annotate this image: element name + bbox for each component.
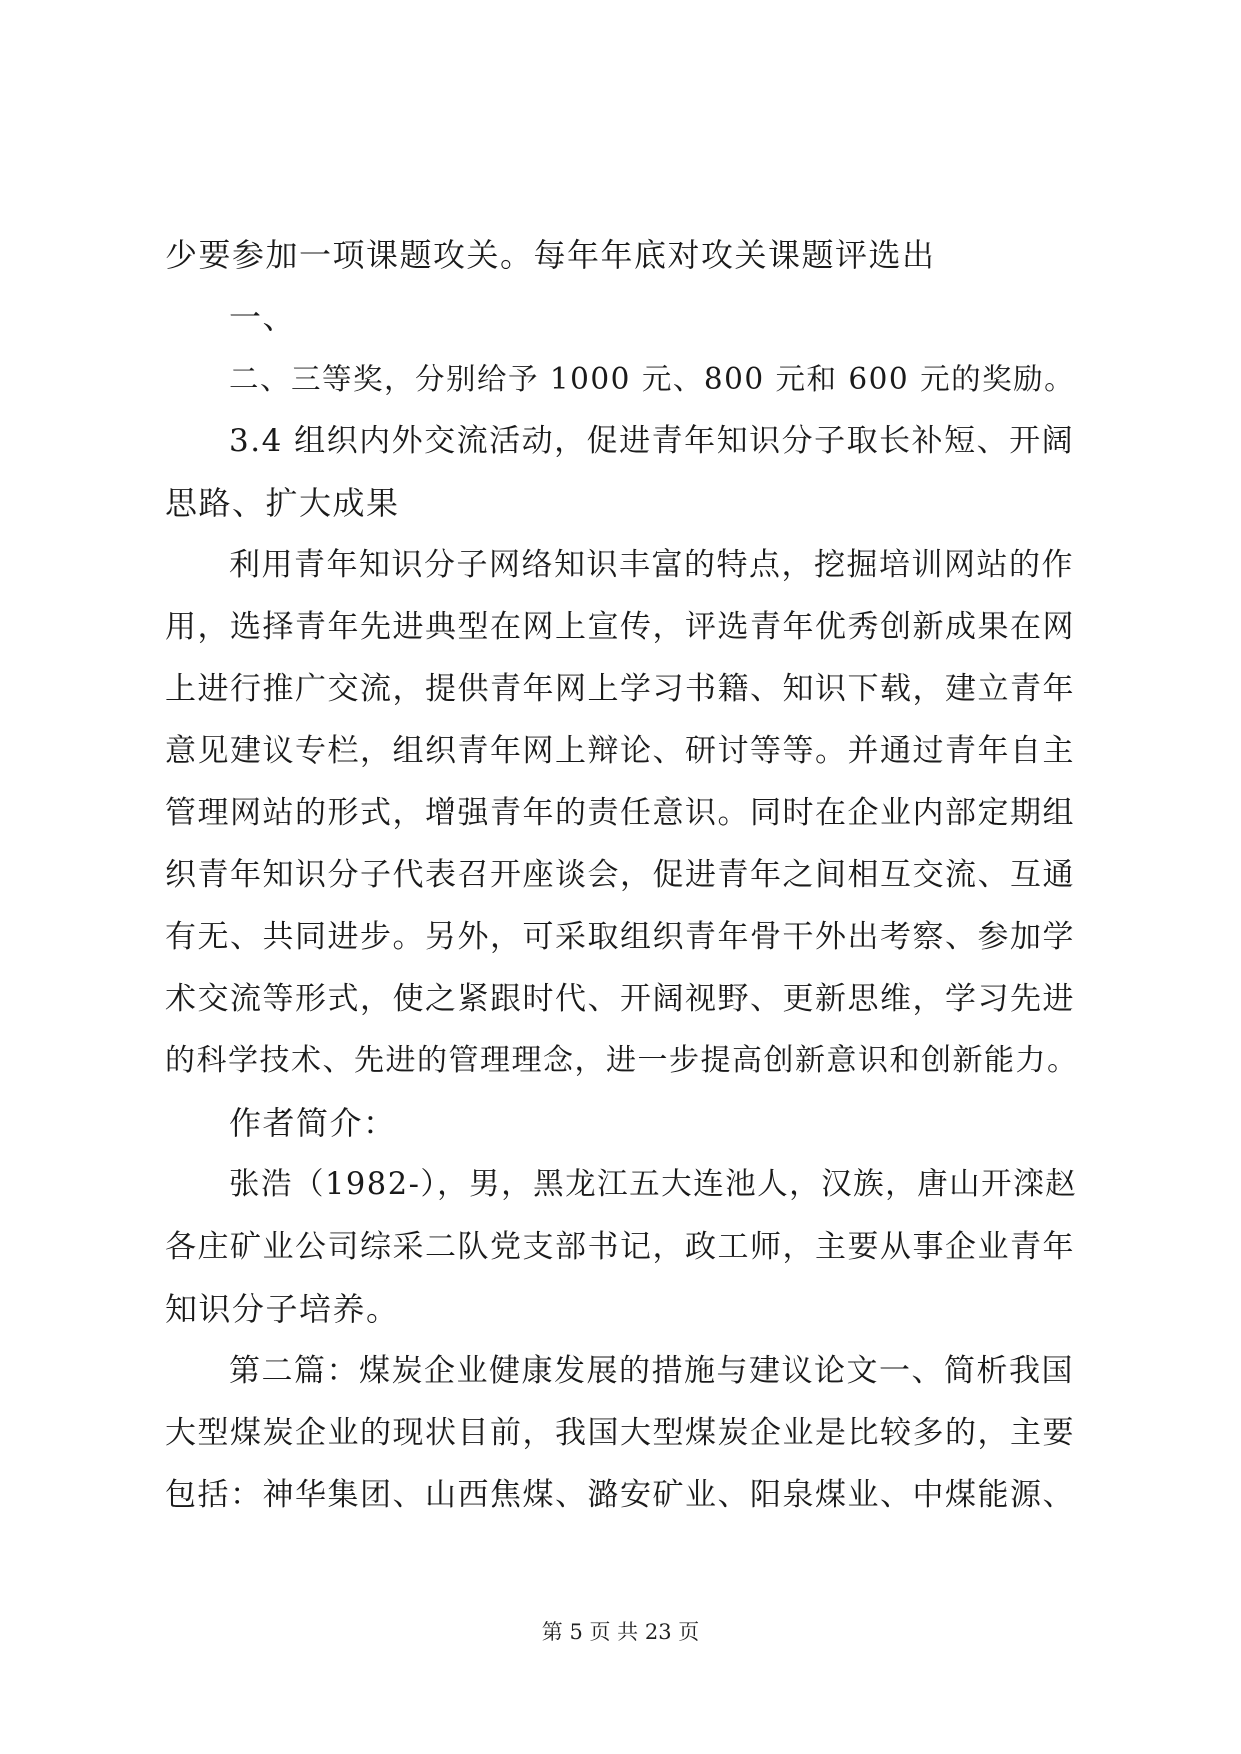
text-line: 大型煤炭企业的现状目前，我国大型煤炭企业是比较多的，主要 [165, 1415, 1075, 1451]
text-line: 利用青年知识分子网络知识丰富的特点，挖掘培训网站的作 [229, 547, 1074, 583]
text-line: 用，选择青年先进典型在网上宣传，评选青年优秀创新成果在网 [165, 609, 1075, 645]
text-line: 作者简介： [229, 1104, 397, 1142]
text-line: 知识分子培养。 [165, 1290, 400, 1328]
page-number-footer: 第 5 页 共 23 页 [541, 1620, 700, 1644]
text-line: 管理网站的形式，增强青年的责任意识。同时在企业内部定期组 [165, 795, 1075, 831]
text-line: 有无、共同进步。另外，可采取组织青年骨干外出考察、参加学 [165, 919, 1075, 955]
document-body [165, 224, 1085, 1526]
text-line: 上进行推广交流，提供青年网上学习书籍、知识下载，建立青年 [165, 671, 1075, 707]
text-line: 张浩（1982-），男，黑龙江五大连池人，汉族，唐山开滦赵 [229, 1167, 1078, 1202]
text-line: 织青年知识分子代表召开座谈会，促进青年之间相互交流、互通 [165, 857, 1075, 893]
text-line: 一、 [229, 298, 297, 336]
text-line: 二、三等奖，分别给予 1000 元、800 元和 600 元的奖励。 [229, 362, 1076, 396]
text-line: 思路、扩大成果 [165, 484, 400, 522]
text-line: 的科学技术、先进的管理理念，进一步提高创新意识和创新能力。 [165, 1043, 1079, 1078]
text-line: 各庄矿业公司综采二队党支部书记，政工师，主要从事企业青年 [165, 1229, 1075, 1265]
text-line: 第二篇：煤炭企业健康发展的措施与建议论文一、简析我国 [229, 1353, 1074, 1389]
text-line: 包括：神华集团、山西焦煤、潞安矿业、阳泉煤业、中煤能源、 [165, 1477, 1075, 1513]
text-line: 3.4 组织内外交流活动，促进青年知识分子取长补短、开阔 [229, 423, 1075, 459]
text-line: 少要参加一项课题攻关。每年年底对攻关课题评选出 [165, 236, 936, 274]
text-line: 意见建议专栏，组织青年网上辩论、研讨等等。并通过青年自主 [165, 733, 1075, 769]
text-line: 术交流等形式，使之紧跟时代、开阔视野、更新思维，学习先进 [165, 981, 1075, 1017]
